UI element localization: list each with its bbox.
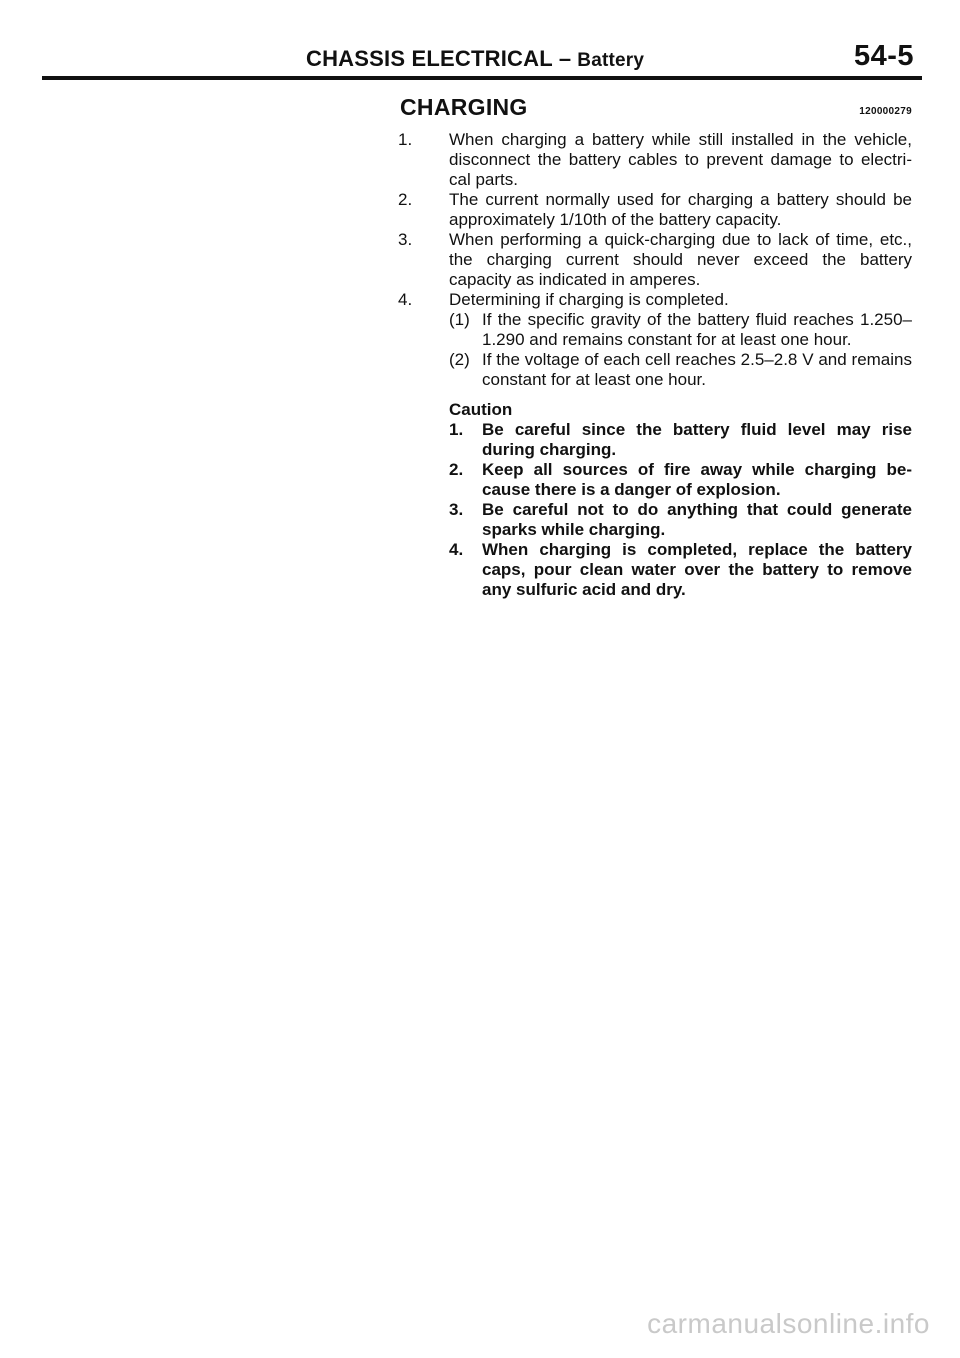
list-item-text: Determining if charging is completed. [449,290,729,309]
list-item-text: The current normally used for charging a battery should be approximately 1/10th of the battery capacity. [449,190,912,229]
caution-item [449,460,912,500]
header-rule [42,76,922,80]
list-item-number: 1. [398,130,413,149]
section-code: 120000279 [859,106,912,117]
list-item [398,190,912,230]
header-separator: – [558,46,572,71]
page-header [0,0,960,80]
caution-item-number: 1. [449,420,464,439]
sub-list-item-number: (1) [449,310,470,329]
list-item-text: When charging a battery while still installed in the vehicle, disconnect the battery cables to prevent damage to electri-cal parts. [449,130,912,189]
header-subsection: Battery [577,50,645,71]
caution-item-text: Be careful since the battery fluid level may rise during charging. [482,420,912,459]
watermark: carmanualsonline.info [647,1308,930,1339]
list-item-text: When performing a quick-charging due to lack of time, etc., the charging current should never exceed the battery capacity as indicated in amperes. [449,230,912,289]
sub-list-item [449,310,912,350]
header-section: CHASSIS ELECTRICAL [306,46,553,71]
list-item [398,130,912,190]
caution-item-text: When charging is completed, replace the battery caps, pour clean water over the battery to remove any sulfuric acid and dry. [482,540,912,599]
list-item [398,230,912,290]
page-number: 54-5 [853,40,914,72]
caution-item-text: Keep all sources of fire away while charging be-cause there is a danger of explosion. [482,460,912,499]
caution-item-text: Be careful not to do anything that could generate sparks while charging. [482,500,912,539]
sub-list-item-text: If the voltage of each cell reaches 2.5–2.8 V and remains constant for at least one hour. [482,350,912,389]
caution-item [449,500,912,540]
caution-item [449,540,912,600]
caution-title: Caution [449,400,513,419]
list-item-number: 4. [398,290,413,309]
header-title [306,46,644,72]
caution-item [449,420,912,460]
section-heading [398,94,912,126]
sub-list-item [449,350,912,390]
list-item [398,290,912,310]
caution-item-number: 2. [449,460,464,479]
list-item-number: 3. [398,230,413,249]
caution-block [449,400,912,600]
caution-item-number: 4. [449,540,464,559]
caution-item-number: 3. [449,500,464,519]
sub-list-item-number: (2) [449,350,470,369]
list-item-number: 2. [398,190,413,209]
main-content [398,94,912,600]
sub-list-item-text: If the specific gravity of the battery fluid reaches 1.250–1.290 and remains constant for at least one hour. [482,310,912,349]
section-title: CHARGING [400,94,528,120]
